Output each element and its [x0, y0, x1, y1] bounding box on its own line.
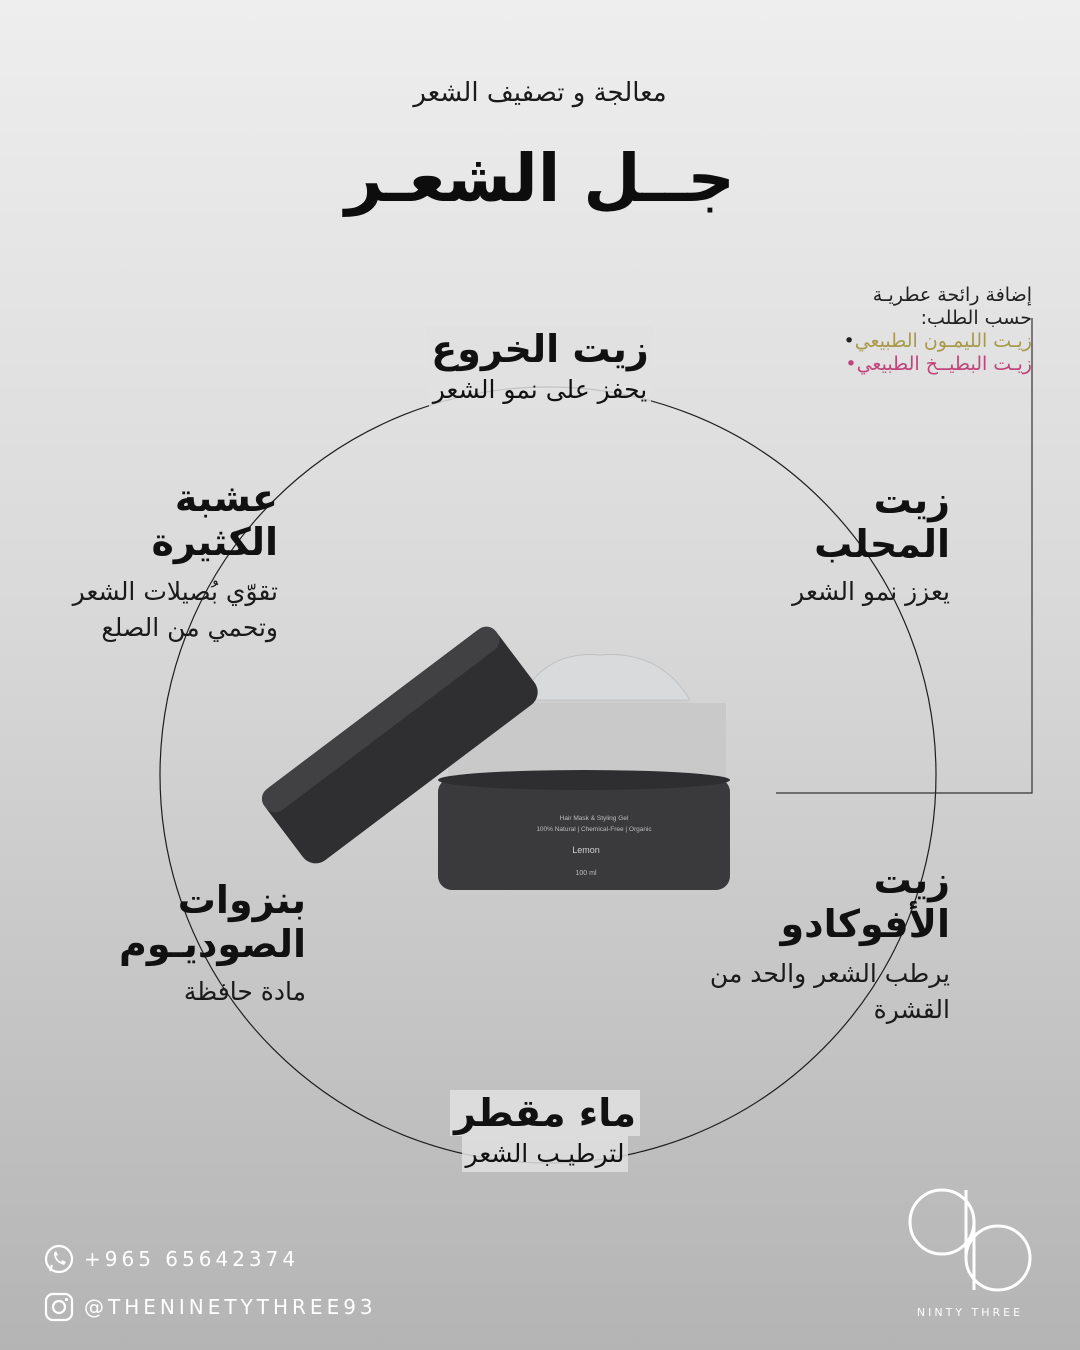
- ingredient-desc: لترطيـب الشعر: [462, 1136, 629, 1172]
- scent-option-label: زيـت البطيــخ الطبيعي: [856, 353, 1032, 375]
- ingredient-name-line2: الكثيرة: [151, 520, 278, 564]
- ingredient-name-line1: زيت: [873, 478, 950, 522]
- ingredient-distilled-water: [420, 1090, 670, 1172]
- contact-phone[interactable]: [42, 1242, 299, 1276]
- ingredient-desc-line1: يرطب الشعر والحد من: [709, 959, 950, 988]
- ingredient-name-line1: زيت: [873, 858, 950, 902]
- phone-number: +965 65642374: [84, 1247, 300, 1271]
- ingredient-desc: يحفز على نمو الشعر: [429, 372, 651, 408]
- page-subtitle: معالجة و تصفيف الشعر: [413, 78, 667, 108]
- scent-option-watermelon: [760, 353, 1032, 376]
- ingredient-name-line2: الأفوكادو: [780, 902, 950, 946]
- instagram-handle: @THENINETYTHREE93: [84, 1295, 377, 1319]
- ingredient-name-line1: عشبة: [174, 476, 278, 520]
- ingredient-desc: يعزز نمو الشعر: [792, 577, 950, 606]
- ingredient-sodium-benzoate: [70, 878, 306, 1010]
- jar-text-line2: 100% Natural | Chemical-Free | Organic: [536, 826, 652, 833]
- logo-caption: NINTY THREE: [916, 1306, 1024, 1319]
- whatsapp-icon: [42, 1242, 76, 1276]
- instagram-icon: [42, 1290, 76, 1324]
- ingredient-desc-line1: تقوّي بُصيلات الشعر: [72, 577, 278, 606]
- logo-93-mark: [902, 1180, 1038, 1300]
- ingredient-mahaleb-oil: [760, 478, 950, 610]
- ingredient-name-line2: المحلب: [814, 522, 950, 566]
- ingredient-avocado-oil: [700, 858, 950, 1028]
- scent-option-lemon: [760, 330, 1032, 353]
- ingredient-name: ماء مقطر: [450, 1090, 640, 1136]
- bullet-icon: •: [845, 353, 857, 375]
- brand-logo: [902, 1180, 1038, 1319]
- ingredient-tragacanth-herb: [40, 476, 278, 646]
- ingredient-desc-line2: القشرة: [873, 995, 950, 1024]
- page-title: جــل الشعـر: [344, 140, 735, 217]
- jar-size: 100 ml: [575, 870, 597, 877]
- contact-instagram[interactable]: [42, 1290, 377, 1324]
- ingredient-name-line1: بنزوات: [177, 878, 306, 922]
- scent-option-label: زيـت الليمـون الطبيعي: [854, 330, 1032, 352]
- ingredient-name: زيت الخروع: [427, 326, 653, 372]
- scent-heading-line2: حسب الطلب:: [920, 307, 1032, 329]
- bullet-icon: •: [843, 330, 855, 352]
- scent-heading-line1: إضافة رائحة عطريـة: [872, 284, 1032, 306]
- ingredient-desc: مادة حافظة: [183, 977, 306, 1006]
- gel-swirl: [520, 655, 690, 700]
- jar-text-line1: Hair Mask & Styling Gel: [559, 815, 629, 822]
- jar-flavor: Lemon: [572, 845, 600, 855]
- scent-options: [760, 284, 1032, 376]
- ingredient-castor-oil: [380, 326, 700, 408]
- ingredient-desc-line2: وتحمي من الصلع: [101, 613, 278, 642]
- ingredient-name-line2: الصوديـوم: [119, 922, 306, 966]
